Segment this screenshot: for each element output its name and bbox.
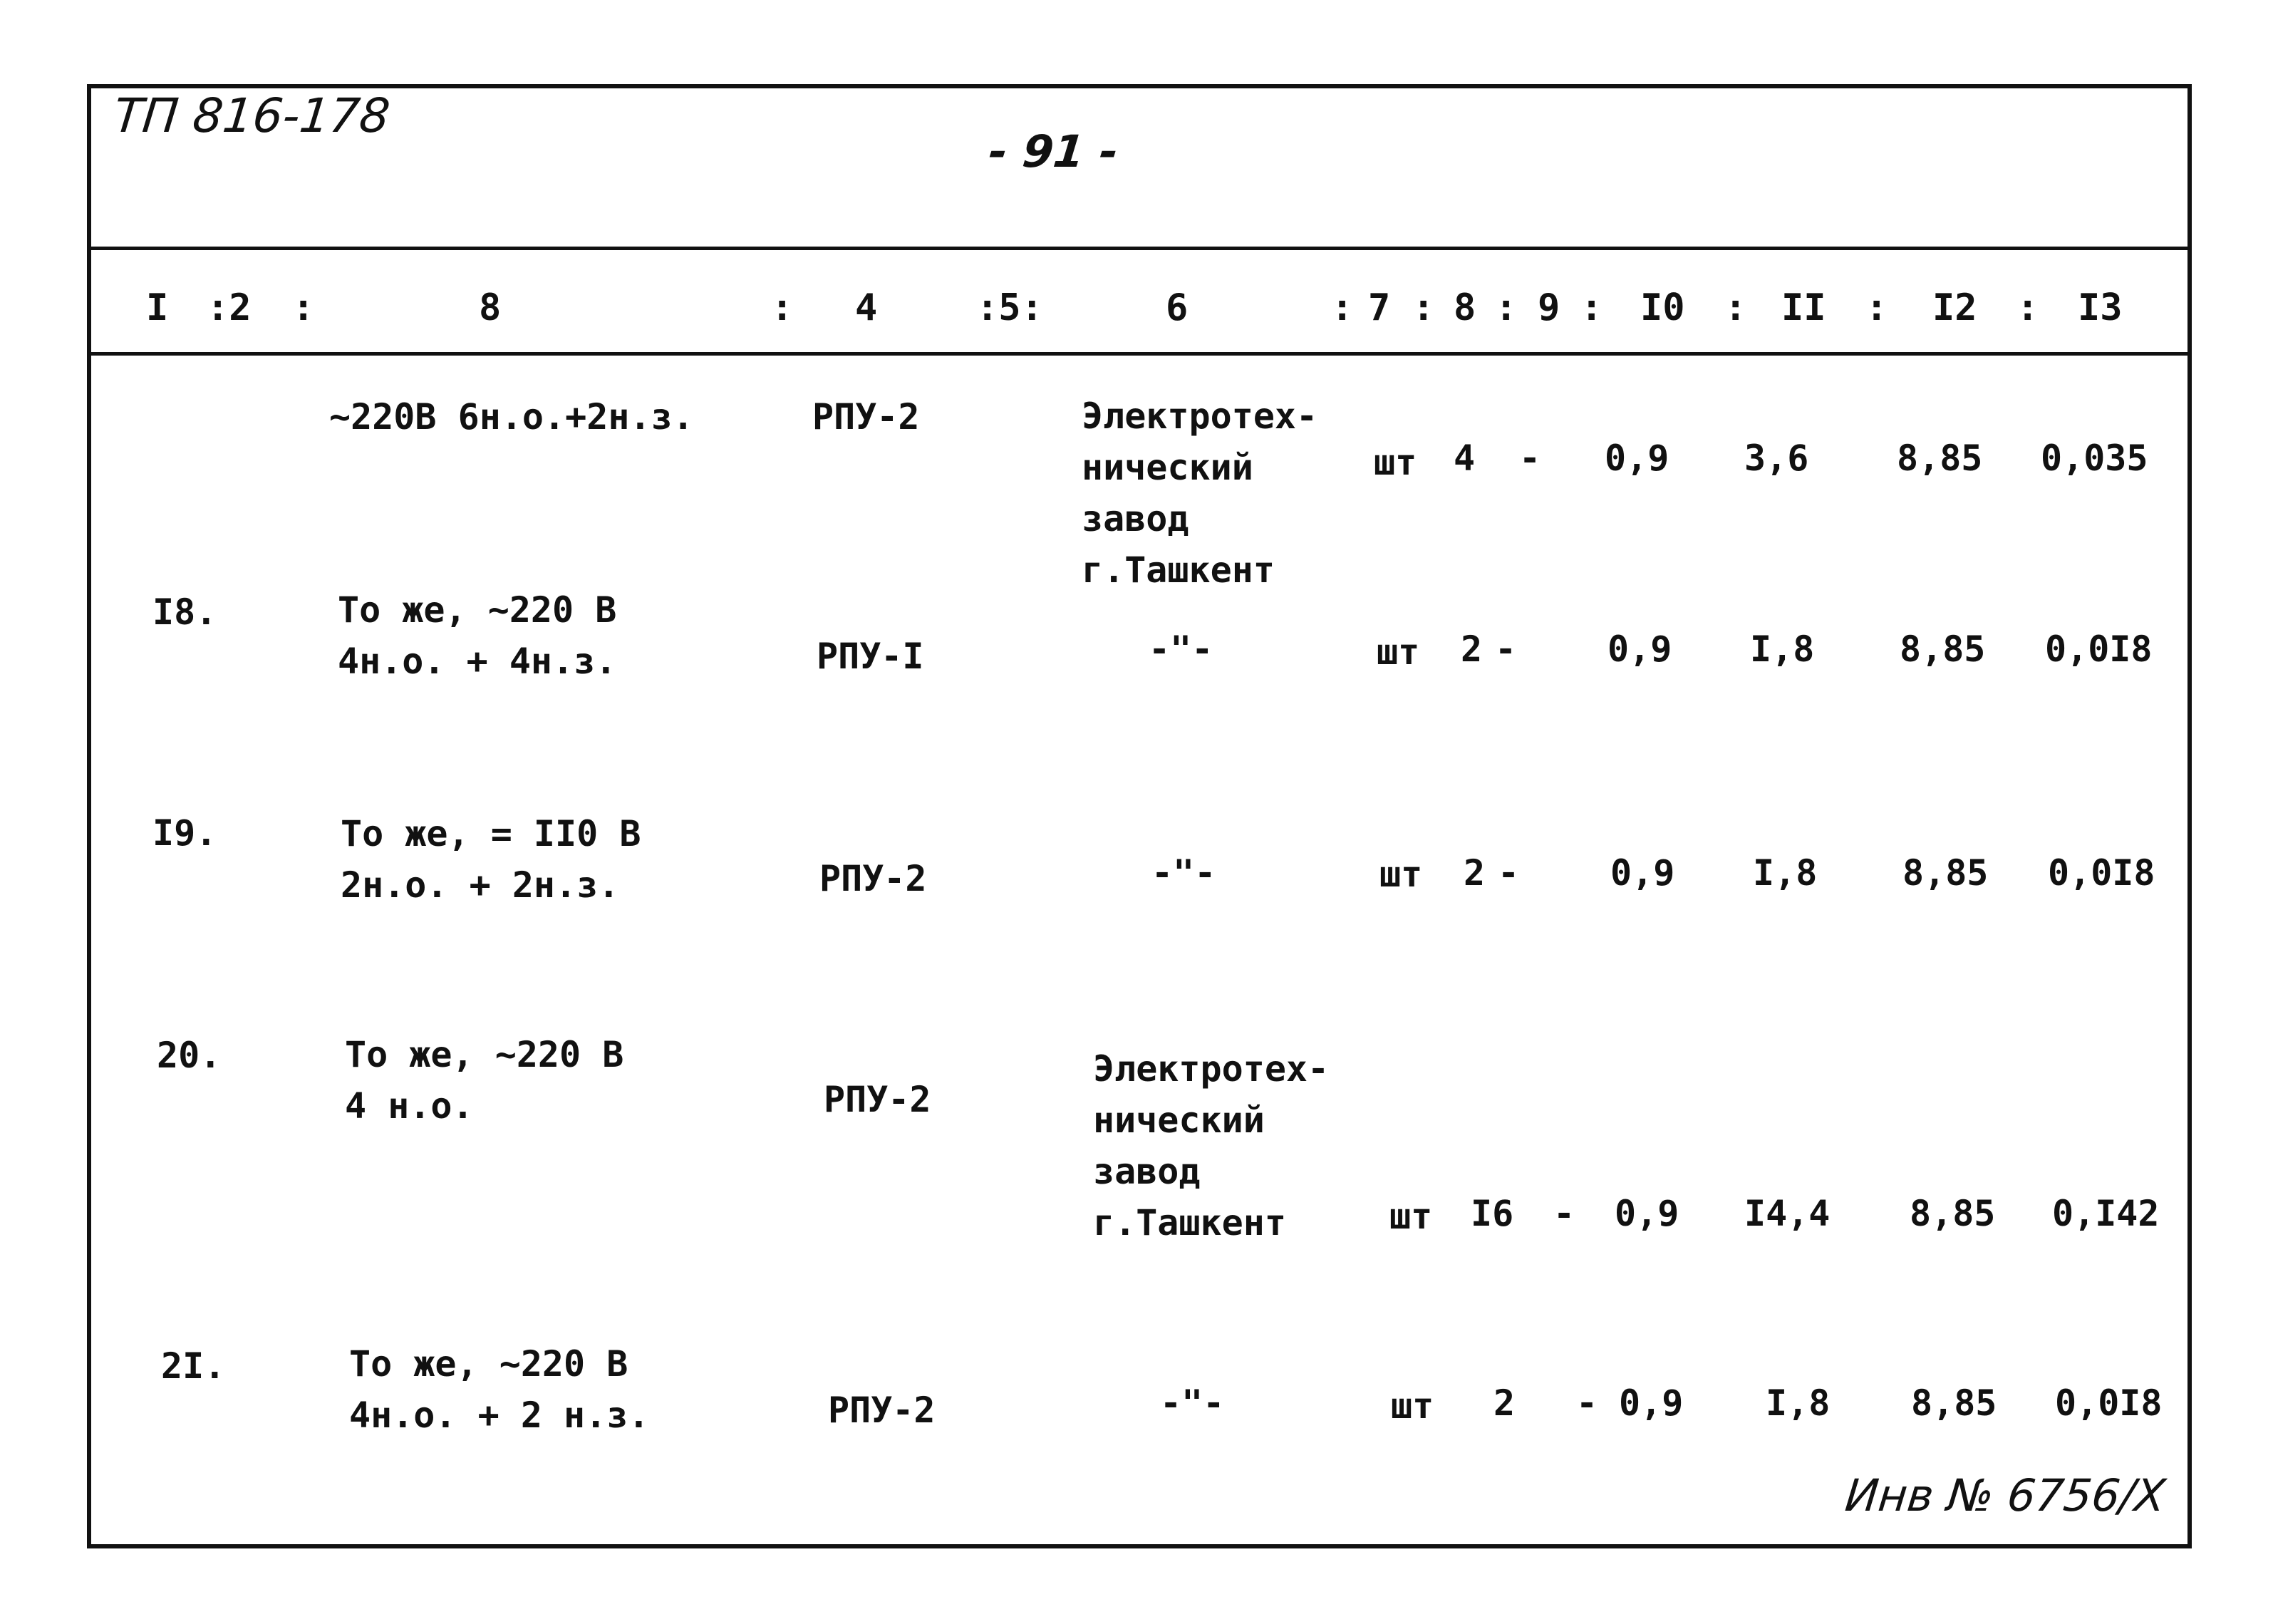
row-unit: шт	[1374, 442, 1417, 483]
row-number: I9.	[152, 812, 217, 854]
row-type: РПУ-2	[824, 1079, 931, 1120]
col-header-11: II	[1781, 286, 1826, 329]
col-header-5: :5:	[976, 286, 1043, 329]
row-manufacturer-line: нический	[1082, 447, 1253, 488]
row-type: РПУ-2	[819, 858, 927, 899]
col-separator: :	[1412, 286, 1435, 329]
row-manufacturer: -"-	[1151, 852, 1216, 894]
row-cost: 0,I42	[2052, 1193, 2160, 1234]
row-price: 8,85	[1900, 629, 1986, 670]
col-header-6: 6	[1166, 286, 1189, 329]
row-total-mass: I,8	[1750, 629, 1815, 670]
col-separator: :	[771, 286, 794, 329]
title-divider	[91, 247, 2192, 250]
row-quantity: I6	[1471, 1193, 1514, 1234]
row-dash: -	[1519, 438, 1541, 479]
row-manufacturer-line: Электротех-	[1093, 1048, 1330, 1090]
col-separator: :	[1580, 286, 1603, 329]
page-number: - 91 -	[986, 125, 1121, 177]
row-dash: -	[1576, 1382, 1598, 1424]
row-cost: 0,035	[2041, 438, 2148, 479]
row-unit-mass: 0,9	[1607, 629, 1672, 670]
row-manufacturer-line: г.Ташкент	[1082, 549, 1275, 591]
row-price: 8,85	[1911, 1382, 1997, 1424]
row-dash: -	[1495, 629, 1517, 670]
row-unit-mass: 0,9	[1619, 1382, 1684, 1424]
col-separator: :	[1331, 286, 1354, 329]
row-type: РПУ-I	[817, 636, 924, 677]
row-manufacturer-line: завод	[1082, 498, 1189, 539]
row-total-mass: I,8	[1753, 852, 1818, 894]
col-separator: :	[292, 286, 315, 329]
row-type: РПУ-2	[812, 396, 920, 438]
row-cost: 0,0I8	[2045, 629, 2153, 670]
row-quantity: 2	[1493, 1382, 1516, 1424]
row-manufacturer: -"-	[1160, 1382, 1225, 1424]
row-description-line: ~220В 6н.о.+2н.з.	[329, 396, 694, 438]
col-header-13: I3	[2078, 286, 2123, 329]
row-quantity: 2	[1461, 629, 1483, 670]
row-type: РПУ-2	[828, 1390, 936, 1431]
row-cost: 0,0I8	[2048, 852, 2155, 894]
row-unit: шт	[1391, 1385, 1434, 1427]
col-header-9: 9	[1538, 286, 1560, 329]
col-separator: :	[2016, 286, 2039, 329]
row-manufacturer: -"-	[1149, 629, 1213, 670]
col-separator: :	[1865, 286, 1888, 329]
col-separator: :	[1724, 286, 1747, 329]
col-header-8: 8	[1454, 286, 1476, 329]
row-unit-mass: 0,9	[1615, 1193, 1679, 1234]
col-header-4: 4	[855, 286, 878, 329]
row-dash: -	[1553, 1193, 1575, 1234]
row-unit: шт	[1377, 631, 1420, 673]
row-price: 8,85	[1910, 1193, 1996, 1234]
row-description-line: 4н.о. + 2 н.з.	[349, 1395, 650, 1436]
row-dash: -	[1498, 852, 1520, 894]
row-description-line: То же, ~220 В	[345, 1034, 624, 1075]
col-header-12: I2	[1932, 286, 1977, 329]
row-manufacturer-line: завод	[1093, 1151, 1201, 1192]
col-header-3: 8	[479, 286, 502, 329]
row-number: I8.	[152, 591, 217, 633]
col-separator: :	[1495, 286, 1518, 329]
header-divider	[91, 352, 2192, 356]
col-header-10: I0	[1640, 286, 1685, 329]
row-unit: шт	[1389, 1196, 1433, 1237]
row-price: 8,85	[1897, 438, 1983, 479]
row-description-line: То же, ~220 В	[349, 1343, 628, 1385]
row-quantity: 2	[1464, 852, 1486, 894]
col-header-1: I	[146, 286, 169, 329]
document-code: ТП 816-178	[111, 88, 393, 143]
row-manufacturer-line: нический	[1093, 1100, 1265, 1141]
row-unit-mass: 0,9	[1605, 438, 1669, 479]
row-description-line: 2н.о. + 2н.з.	[341, 864, 620, 906]
col-header-2: :2	[207, 286, 252, 329]
row-description-line: То же, ~220 В	[338, 589, 617, 631]
row-price: 8,85	[1902, 852, 1989, 894]
row-cost: 0,0I8	[2055, 1382, 2163, 1424]
row-unit: шт	[1379, 854, 1423, 895]
row-number: 2I.	[161, 1345, 226, 1387]
col-header-7: 7	[1368, 286, 1391, 329]
row-description-line: То же, = II0 В	[341, 813, 641, 854]
row-unit-mass: 0,9	[1610, 852, 1675, 894]
row-description-line: 4н.о. + 4н.з.	[338, 641, 617, 682]
row-number: 20.	[157, 1035, 222, 1076]
row-description-line: 4 н.о.	[345, 1085, 474, 1127]
inventory-stamp: Инв № 6756/Х	[1843, 1469, 2168, 1521]
row-quantity: 4	[1454, 438, 1476, 479]
row-manufacturer-line: Электротех-	[1082, 395, 1318, 437]
row-total-mass: I4,4	[1744, 1193, 1831, 1234]
row-total-mass: I,8	[1766, 1382, 1831, 1424]
row-total-mass: 3,6	[1744, 438, 1809, 479]
row-manufacturer-line: г.Ташкент	[1093, 1202, 1286, 1243]
